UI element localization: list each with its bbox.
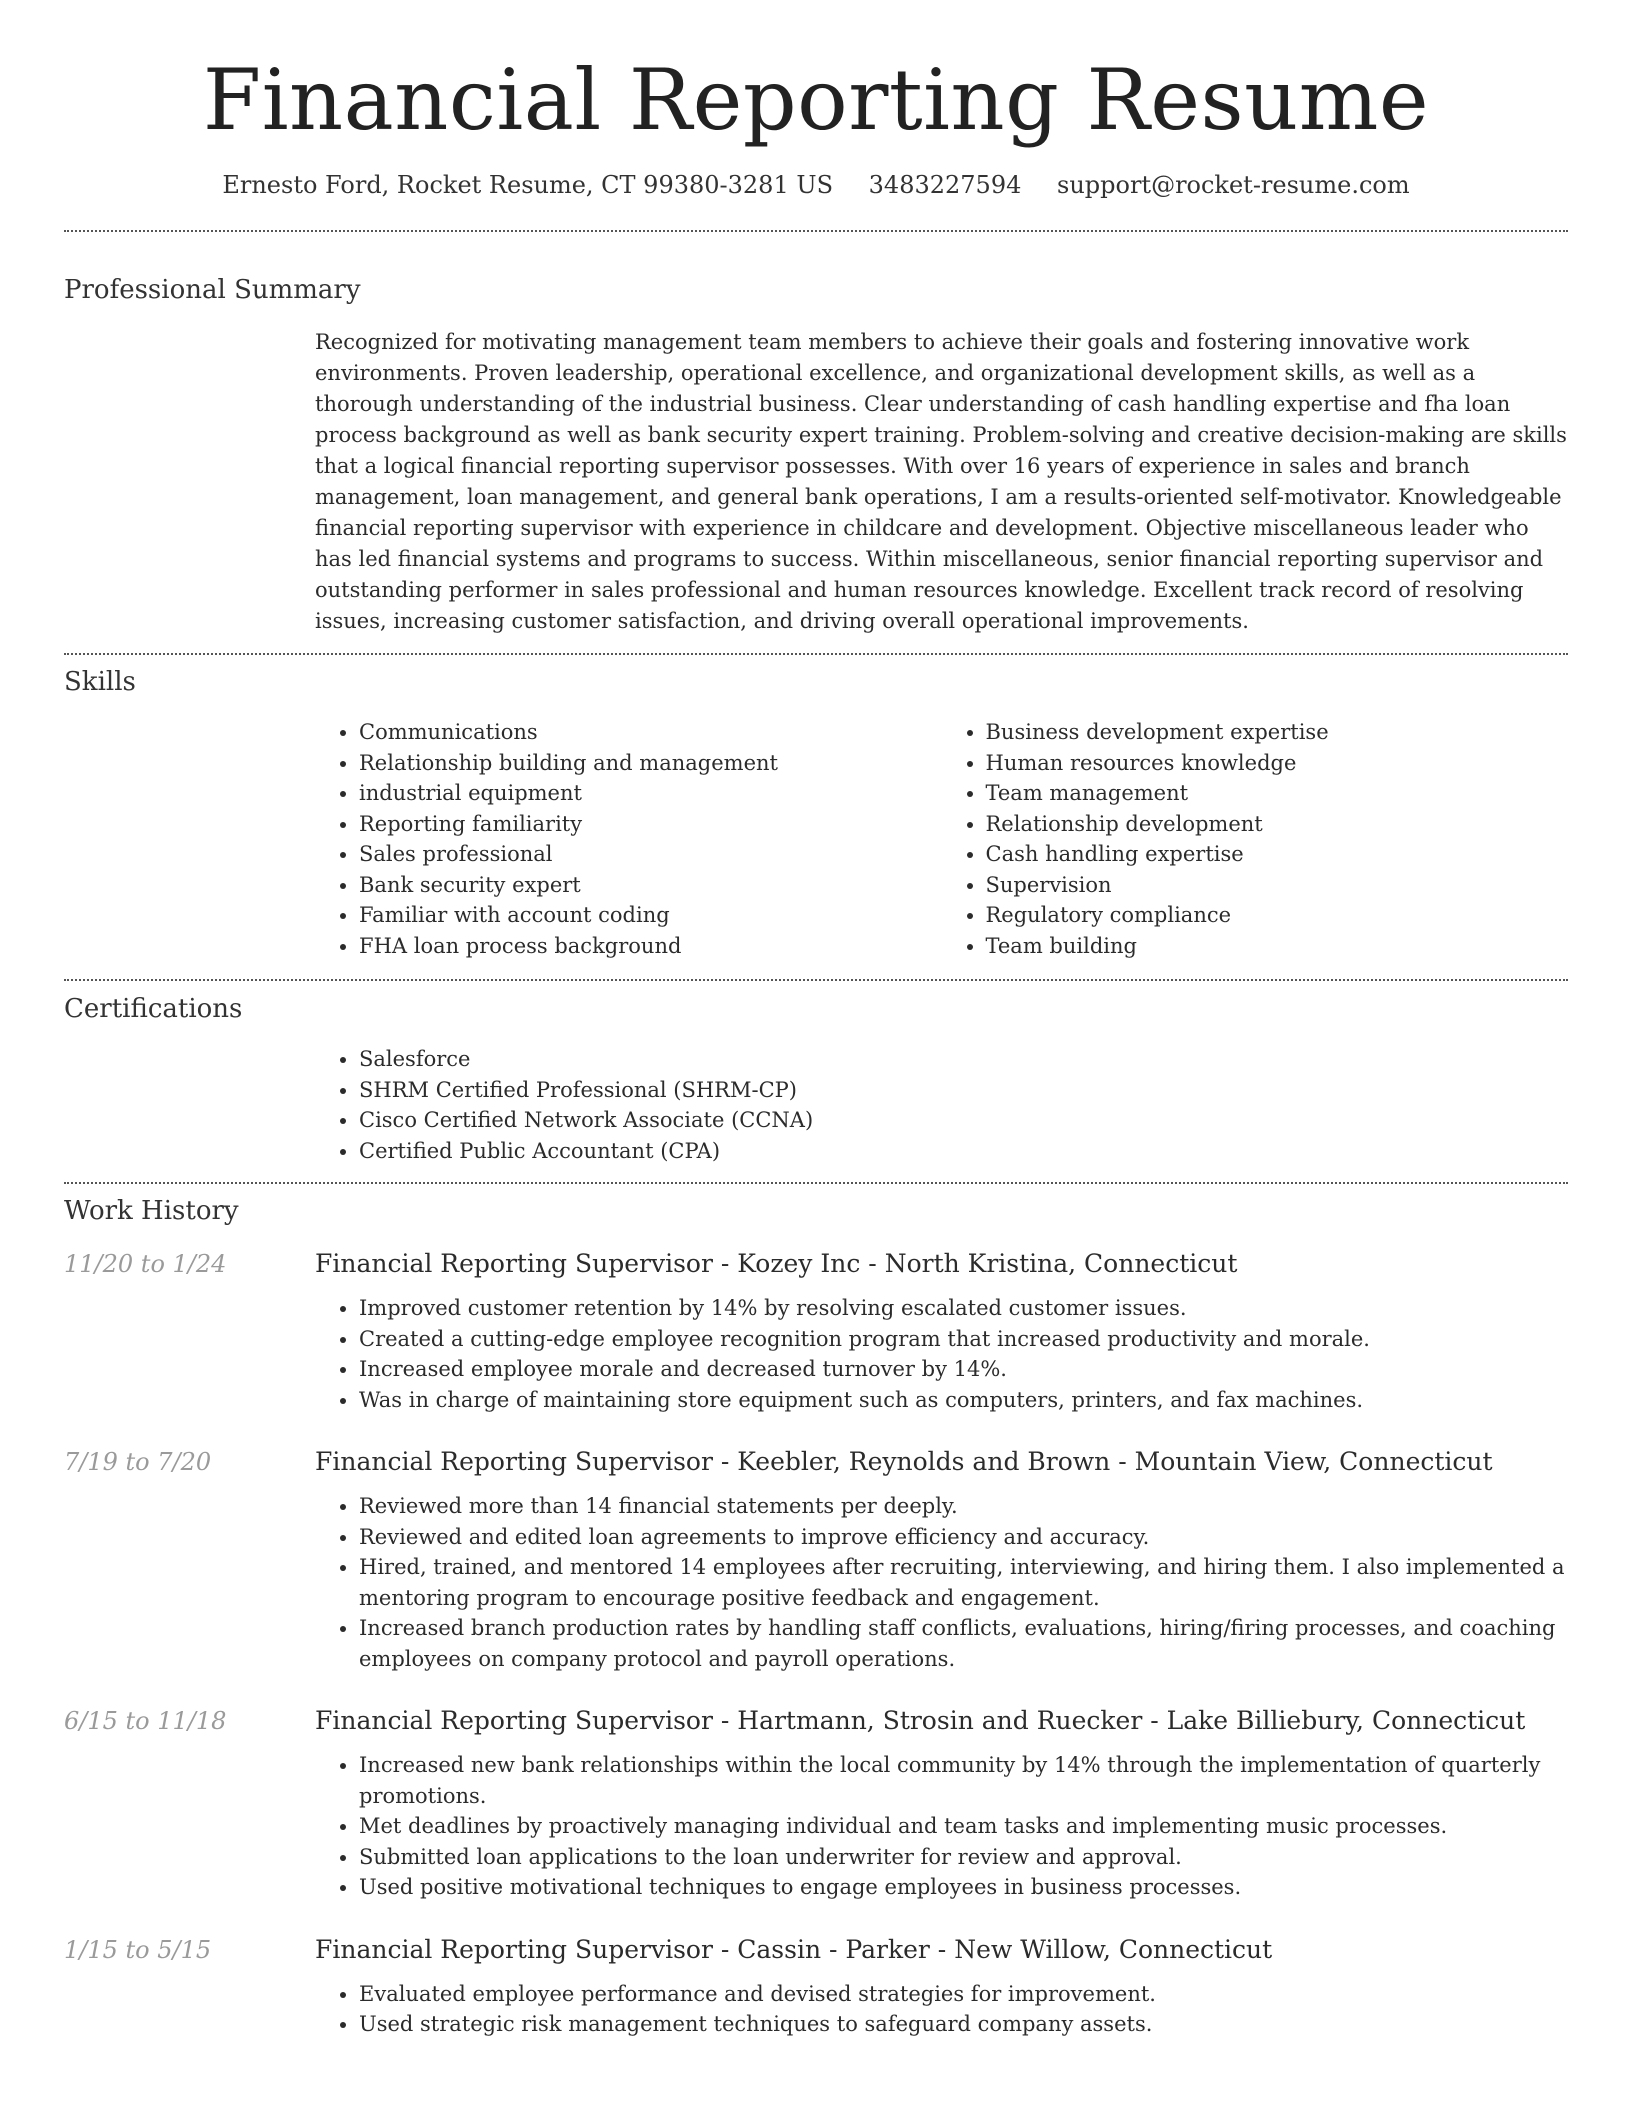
contact-email: support@rocket-resume.com [1057,171,1410,199]
skill-item: • Team building [986,931,1569,962]
job-bullet: • Met deadlines by proactively managing individual and team tasks and implementing music processes. [359,1811,1568,1842]
job-entry [64,1445,1568,1674]
summary-text: Recognized for motivating management team members to achieve their goals and fostering innovative work environments. Proven leadership, operational excellence, and organizational development skills, as well as a thorough understanding of the industrial business. Clear understanding of cash handling expertise and fha loan process background as well as bank security expert training. Problem-solving and creative decision-making are skills that a logical financial reporting supervisor possesses. With over 16 years of experience in sales and branch management, loan management, and general bank operations, I am a results-oriented self-motivator. Knowledgeable financial reporting supervisor with experience in childcare and development. Objective miscellaneous leader who has led financial systems and programs to success. Within miscellaneous, senior financial reporting supervisor and outstanding performer in sales professional and human resources knowledge. Excellent track record of resolving issues, increasing customer satisfaction, and driving overall operational improvements. [315,330,1567,633]
skill-item: • Familiar with account coding [359,900,942,931]
job-dates: 1/15 to 5/15 [64,1935,212,1964]
job-title: Financial Reporting Supervisor - Keebler, Reynolds and Brown - Mountain View, Connecticut [315,1447,1493,1476]
job-dates: 7/19 to 7/20 [64,1448,212,1476]
job-bullet: • Created a cutting-edge employee recognition program that increased productivity and morale. [359,1324,1568,1355]
section-title-work-history: Work History [64,1196,239,1226]
job-dates: 6/15 to 11/18 [64,1707,227,1735]
job-bullet: • Increased employee morale and decreased turnover by 14%. [359,1354,1568,1385]
skills-column-left [315,717,942,961]
certification-item: • Salesforce [359,1044,1568,1075]
divider [64,979,1568,981]
job-bullet: • Was in charge of maintaining store equipment such as computers, printers, and fax machines. [359,1385,1568,1416]
skill-item: • Communications [359,717,942,748]
job-bullet: • Evaluated employee performance and devised strategies for improvement. [359,1979,1568,2010]
certification-item: • SHRM Certified Professional (SHRM-CP) [359,1075,1568,1106]
job-bullet: • Submitted loan applications to the loan underwriter for review and approval. [359,1842,1568,1873]
job-bullet: • Used positive motivational techniques to engage employees in business processes. [359,1872,1568,1903]
contact-phone: 3483227594 [868,171,1022,199]
job-title: Financial Reporting Supervisor - Cassin - Parker - New Willow, Connecticut [315,1934,1273,1964]
job-bullet: • Increased branch production rates by handling staff conflicts, evaluations, hiring/firing processes, and coaching employees on company protocol and payroll operations. [359,1613,1568,1674]
certification-item: • Cisco Certified Network Associate (CCNA) [359,1105,1568,1136]
section-title-summary: Professional Summary [64,275,361,305]
skill-item: • Cash handling expertise [986,839,1569,870]
job-title: Financial Reporting Supervisor - Hartmann, Strosin and Ruecker - Lake Billiebury, Connecticut [315,1706,1526,1735]
skills-list [315,717,1568,961]
job-bullet: • Increased new bank relationships within the local community by 14% through the implementation of quarterly promotions. [359,1750,1568,1811]
certification-item: • Certified Public Accountant (CPA) [359,1136,1568,1167]
skill-item: • industrial equipment [359,778,942,809]
job-entry [64,1704,1568,1903]
contact-address: Ernesto Ford, Rocket Resume, CT 99380-3281 US [222,171,834,199]
skill-item: • Relationship building and management [359,748,942,779]
section-title-skills: Skills [64,667,136,697]
page-title: Financial Reporting Resume [202,51,1430,149]
skill-item: • Team management [986,778,1569,809]
certifications-list [315,1044,1568,1166]
job-bullet: • Improved customer retention by 14% by resolving escalated customer issues. [359,1293,1568,1324]
skill-item: • Sales professional [359,839,942,870]
skill-item: • Regulatory compliance [986,900,1569,931]
skill-item: • Bank security expert [359,870,942,901]
skills-column-right [942,717,1569,961]
section-title-certifications: Certifications [64,994,243,1024]
divider [64,1182,1568,1184]
job-entry [64,1247,1568,1415]
job-bullet: • Reviewed and edited loan agreements to improve efficiency and accuracy. [359,1522,1568,1553]
job-dates: 11/20 to 1/24 [64,1250,227,1278]
job-bullet: • Hired, trained, and mentored 14 employees after recruiting, interviewing, and hiring them. I also implemented a mentoring program to encourage positive feedback and engagement. [359,1552,1568,1613]
skill-item: • Reporting familiarity [359,809,942,840]
divider [64,653,1568,655]
skill-item: • FHA loan process background [359,931,942,962]
skill-item: • Relationship development [986,809,1569,840]
skill-item: • Human resources knowledge [986,748,1569,779]
resume-page [64,0,1568,2040]
skill-item: • Supervision [986,870,1569,901]
contact-line [64,168,1568,202]
job-bullet: • Used strategic risk management techniques to safeguard company assets. [359,2009,1568,2040]
job-title: Financial Reporting Supervisor - Kozey Inc - North Kristina, Connecticut [315,1249,1238,1278]
divider [64,230,1568,232]
skill-item: • Business development expertise [986,717,1569,748]
job-entry [64,1933,1568,2040]
job-bullet: • Reviewed more than 14 financial statements per deeply. [359,1491,1568,1522]
